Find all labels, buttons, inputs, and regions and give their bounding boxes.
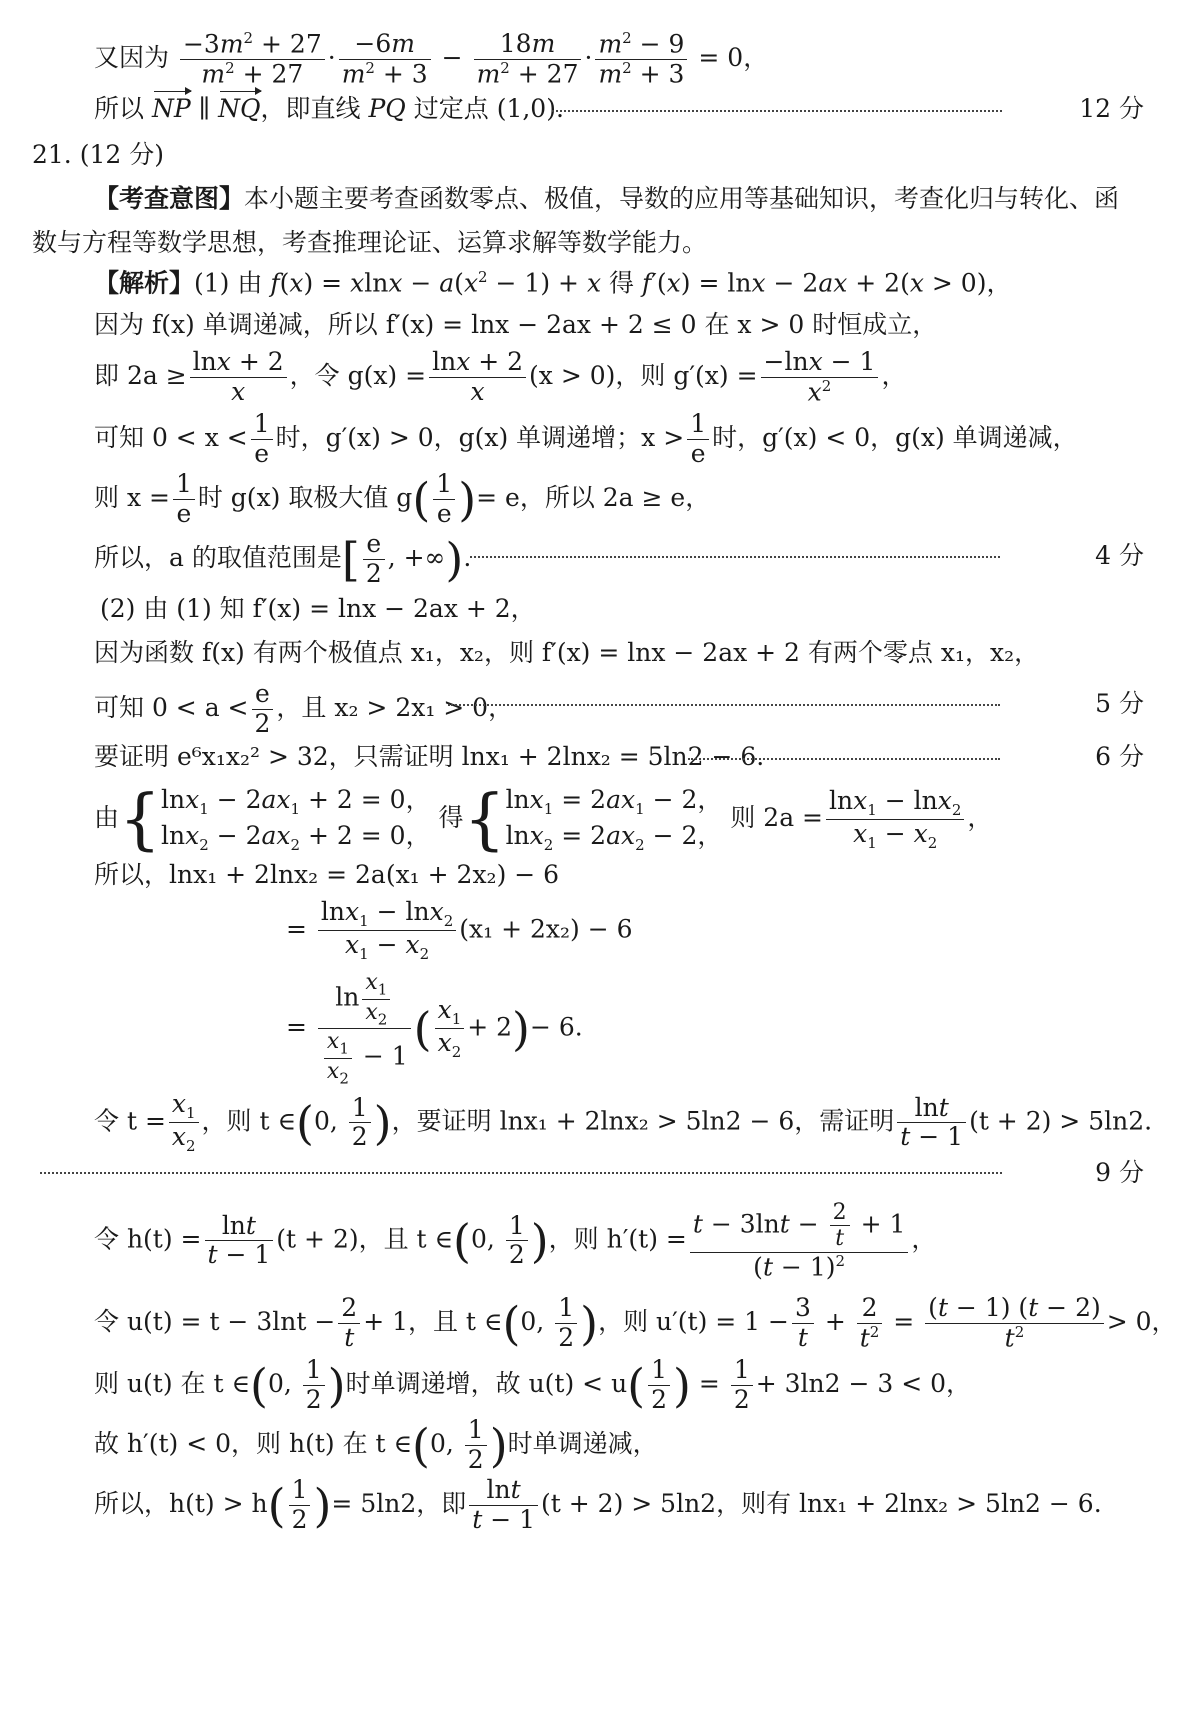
question-number: 21. (12 分)	[32, 140, 164, 169]
solution-line-5: 则 x = $\frac{1}{e}$ 时 g(x) 取极大值 g( $\frac{1}{e}$ )= e，所以 2a ≥ e，	[94, 469, 711, 528]
solution-line-12: 所以，lnx₁ + 2lnx₂ = 2a(x₁ + 2x₂) − 6	[94, 860, 560, 889]
intent-line-2: 数与方程等数学思想，考查推理论证、运算求解等数学能力。	[32, 228, 708, 257]
score-5: 5 分	[1095, 689, 1144, 718]
leader-dots	[448, 704, 1000, 706]
solution-line-3: 即 2a ≥ $\frac{\ln x + 2}{x}$ ，令 g(x) = $\frac{\ln x + 2}{x}$ (x > 0)，则 g′(x) = $\frac{-\ln x - 1}{x^2}$ ，	[94, 347, 907, 407]
solution-tag: 【解析】	[94, 268, 195, 298]
solution-line-8: 因为函数 f(x) 有两个极值点 x₁，x₂，则 f′(x) = lnx − 2ax + 2 有两个零点 x₁，x₂，	[94, 638, 1040, 667]
intent-tag: 【考查意图】	[94, 184, 245, 213]
intent-line-1: 【考查意图】本小题主要考查函数零点、极值，导数的应用等基础知识，考查化归与转化、函	[94, 184, 1120, 213]
solution-line-2: 因为 f(x) 单调递减，所以 f′(x) = lnx − 2ax + 2 ≤ 0 在 x > 0 时恒成立，	[94, 310, 938, 339]
solution-line-6: 所以，a 的取值范围是[ $\frac{e}{2}$ , +∞).	[94, 529, 472, 588]
score-12: 12 分	[1079, 94, 1144, 123]
leader-dots	[470, 556, 1000, 558]
solution-line-11: 由{$\ln x_1 - 2ax_1 + 2 = 0$， $\ln x_2 - 2ax_2 + 2 = 0$， 得{$\ln x_1 = 2ax_1 - 2$， $\ln x_2 = 2ax_2 - 2$， 则 2a = $\frac{\ln x_1 - \ln x_2}{x_1 - x_2}$ ，	[94, 780, 993, 858]
leader-dots	[552, 110, 1002, 112]
solution-line-16: 令 h(t) = $\frac{\ln t}{t - 1}$ (t + 2)，且 t ∈(0, $\frac{1}{2}$ )，则 h′(t) = t − 3lnt − $\frac{2}{t}$ + 1 $(t - 1)^2$ ，	[94, 1200, 937, 1281]
conclusion-line: 所以 NP ∥ NQ，即直线 PQ 过定点 (1,0).	[94, 94, 564, 123]
eq-line-1: 又因为 $\frac{-3m^2 + 27}{m^2 + 27}$ · $\frac{-6m}{m^2 + 3}$ − $\frac{18m}{m^2 + 27}$ · $\frac{m^2 - 9}{m^2 + 3}$ = 0，	[94, 29, 769, 89]
solution-line-18: 则 u(t) 在 t ∈(0, $\frac{1}{2}$ )时单调递增，故 u(t) < u( $\frac{1}{2}$ ) = $\frac{1}{2}$ + 3ln2 − 3 < 0，	[94, 1355, 972, 1414]
solution-line-19: 故 h′(t) < 0，则 h(t) 在 t ∈(0, $\frac{1}{2}$ )时单调递减，	[94, 1415, 658, 1474]
solution-line-13: = $\frac{\ln x_1 - \ln x_2}{x_1 - x_2}$ (x₁ + 2x₂) − 6	[286, 897, 633, 964]
solution-line-20: 所以，h(t) > h( $\frac{1}{2}$ )= 5ln2，即 $\frac{\ln t}{t - 1}$ (t + 2) > 5ln2，则有 lnx₁ + 2lnx₂ > 5ln2 − 6.	[94, 1475, 1102, 1534]
solution-line-17: 令 u(t) = t − 3lnt − $\frac{2}{t}$ + 1，且 t ∈(0, $\frac{1}{2}$ )，则 u′(t) = 1 − $\frac{3}{t}$ + $\frac{2}{t^2}$ = $\frac{(t - 1) (t - 2)}{t^2}$ > 0，	[94, 1293, 1177, 1353]
score-6: 6 分	[1095, 742, 1144, 771]
leader-dots	[688, 758, 1000, 760]
solution-line-7: (2) 由 (1) 知 f′(x) = lnx − 2ax + 2，	[100, 594, 536, 623]
leader-dots	[40, 1172, 1002, 1174]
score-4: 4 分	[1095, 541, 1144, 570]
solution-line-1: 【解析】(1) 由 $f(x) = xlnx - a(x^2 - 1) + x$ 得 f′(x) = lnx − 2ax + 2(x > 0)，	[94, 268, 1012, 298]
solution-line-15: 令 t = $\frac{x_1}{x_2}$ ，则 t ∈(0, $\frac{1}{2}$ )，要证明 lnx₁ + 2lnx₂ > 5ln2 − 6，需证明 $\frac{\ln t}{t - 1}$ (t + 2) > 5ln2.	[94, 1089, 1153, 1156]
solution-line-4: 可知 0 < x < $\frac{1}{e}$ 时，g′(x) > 0，g(x) 单调递增；x > $\frac{1}{e}$ 时，g′(x) < 0，g(x) 单调递减，	[94, 409, 1078, 468]
score-9: 9 分	[1095, 1158, 1144, 1187]
solution-line-9: 可知 0 < a < $\frac{e}{2}$ ，且 x₂ > 2x₁ > 0，	[94, 679, 514, 738]
solution-line-10: 要证明 e⁶x₁x₂² > 32，只需证明 lnx₁ + 2lnx₂ = 5ln2 − 6.	[94, 742, 765, 771]
solution-line-14: = ln $\frac{x_1}{x_2}$ $\frac{x_1}{x_2}$ − 1 ( $\frac{x_1}{x_2}$ + 2)− 6.	[286, 970, 583, 1088]
